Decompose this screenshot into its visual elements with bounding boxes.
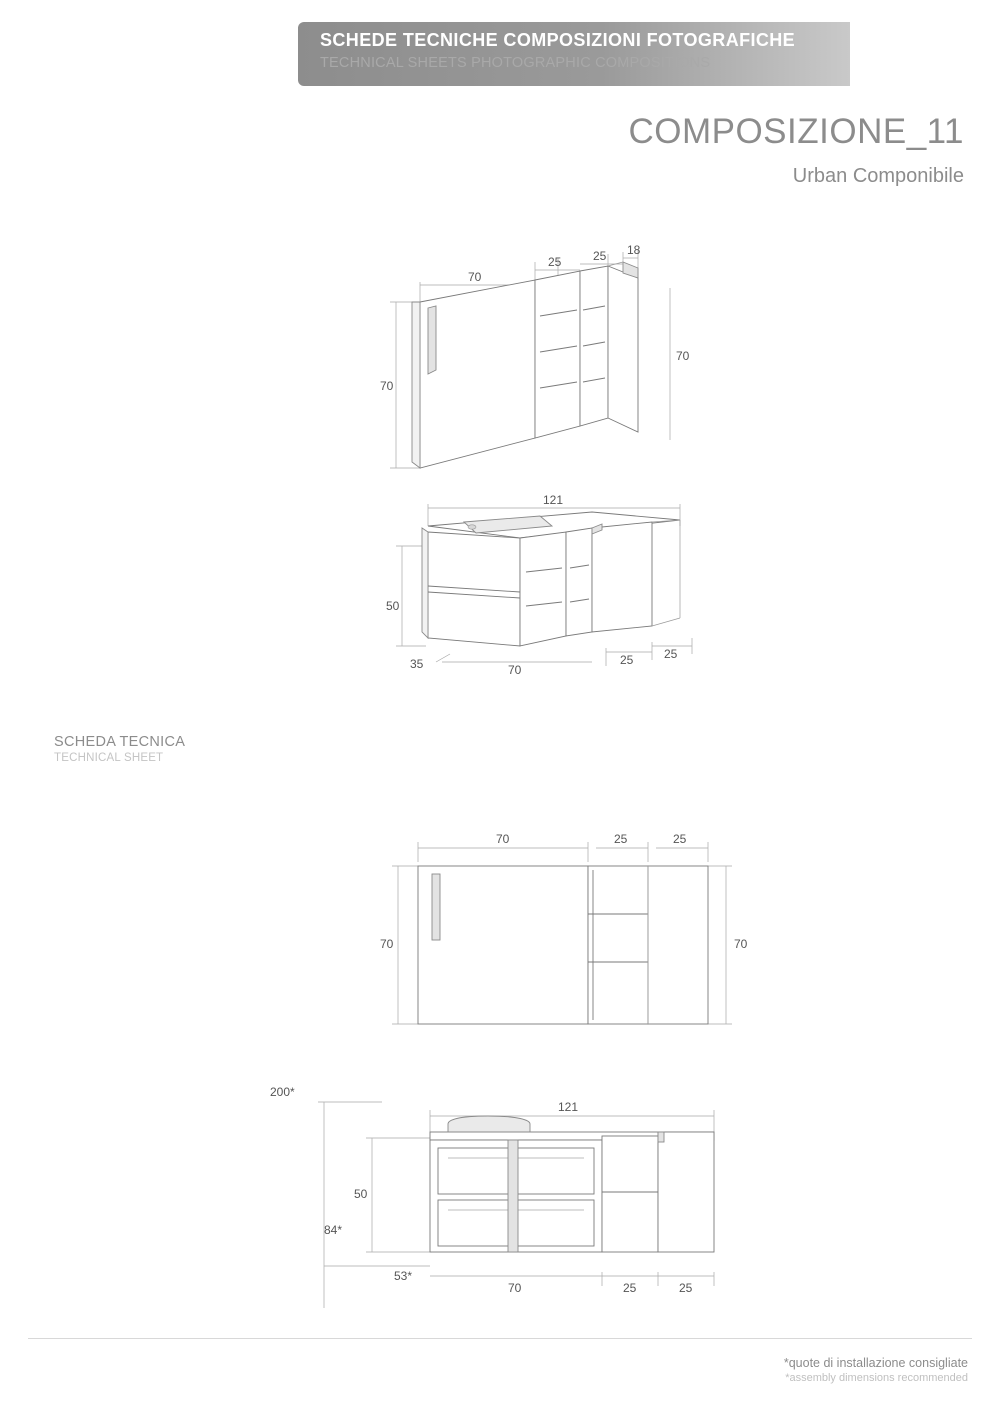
header-banner <box>298 22 850 86</box>
footer-divider <box>28 1338 972 1339</box>
drawing-vanity-perspective <box>380 486 720 696</box>
header-title-en: TECHNICAL SHEETS PHOTOGRAPHIC COMPOSITIONS <box>320 55 711 71</box>
dim-w70: 70 <box>508 663 522 677</box>
dim-d35: 35 <box>410 657 424 671</box>
dim-w70: 70 <box>468 270 482 284</box>
dim-w25b: 25 <box>673 832 687 846</box>
dim-w18: 18 <box>627 243 641 257</box>
dim-w25a: 25 <box>620 653 634 667</box>
dim-w25b: 25 <box>593 249 607 263</box>
dim-w25b: 25 <box>664 647 678 661</box>
dim-h70-left: 70 <box>380 379 394 393</box>
dim-h70-right: 70 <box>676 349 690 363</box>
dim-w25a: 25 <box>548 255 562 269</box>
dim-w25a: 25 <box>614 832 628 846</box>
page-title: COMPOSIZIONE_11 <box>628 112 964 151</box>
footnote <box>784 1356 968 1384</box>
dim-w70: 70 <box>508 1281 522 1295</box>
dim-w70: 70 <box>496 832 510 846</box>
dim-h50: 50 <box>354 1187 368 1201</box>
dim-w25b: 25 <box>679 1281 693 1295</box>
dim-h70-right: 70 <box>734 937 748 951</box>
dim-h200: 200* <box>270 1085 295 1099</box>
drawing-mirror-perspective <box>380 240 720 490</box>
dim-w121: 121 <box>543 493 564 507</box>
section-label-en: TECHNICAL SHEET <box>54 752 164 764</box>
header-title-it: SCHEDE TECNICHE COMPOSIZIONI FOTOGRAFICHE <box>320 30 796 50</box>
dim-w25a: 25 <box>623 1281 637 1295</box>
footnote-it: *quote di installazione consigliate <box>783 1356 968 1370</box>
dim-h84: 84* <box>324 1223 343 1237</box>
dim-h53: 53* <box>394 1269 413 1283</box>
section-label-it: SCHEDA TECNICA <box>54 734 186 750</box>
page-subtitle: Urban Componibile <box>792 165 964 187</box>
drawing-vanity-elevation <box>262 1080 762 1310</box>
dim-w121: 121 <box>558 1100 579 1114</box>
dim-h50: 50 <box>386 599 400 613</box>
section-label <box>54 734 185 764</box>
dim-h70-left: 70 <box>380 937 394 951</box>
footnote-en: *assembly dimensions recommended <box>785 1372 968 1384</box>
drawing-mirror-elevation <box>360 826 760 1041</box>
